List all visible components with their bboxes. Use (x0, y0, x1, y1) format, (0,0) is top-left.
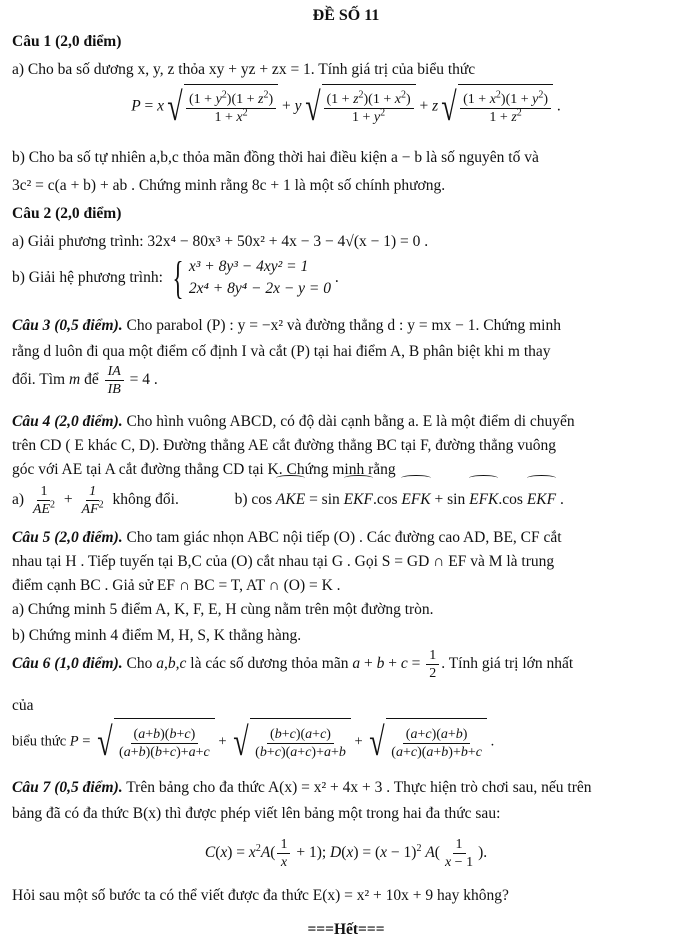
q2-b-system: b) Giải hệ phương trình: { x³ + 8y³ − 4xy² = 1 2x⁴ + 8y⁴ − 2x − y = 0 . (12, 252, 339, 304)
q6-line2: của (12, 697, 34, 714)
q1-a-text: a) Cho ba số dương x, y, z thỏa xy + yz + zx = 1. Tính giá trị của biểu thức (12, 61, 476, 78)
q7-line1: Câu 7 (0,5 điểm). Trên bảng cho đa thức A(x) = x² + 4x + 3 . Thực hiện trò chơi sau, nếu trên (12, 779, 592, 796)
q4-line3: góc với AE tại A cắt đường thẳng CD tại K. Chứng minh rằng (12, 461, 396, 478)
q4-line2: trên CD ( E khác C, D). Đường thẳng AE cắt đường thẳng BC tại F, đường thẳng vuông (12, 437, 557, 454)
q1-b-line2: 3c² = c(a + b) + ab . Chứng minh rằng 8c + 1 là một số chính phương. (12, 177, 446, 194)
q1-heading: Câu 1 (2,0 điểm) (12, 33, 122, 50)
q7-line2: bảng đã có đa thức B(x) thì được phép viết lên bảng một trong hai đa thức sau: (12, 805, 501, 822)
q5-b-text: b) Chứng minh 4 điểm M, H, S, K thẳng hàng. (12, 627, 302, 644)
q6-line1: Câu 6 (1,0 điểm). Cho a,b,c là các số dương thỏa mãn a + b + c = $\frac{1}{2}$ . Tính giá trị lớn nhất (12, 647, 574, 681)
q2-b-eq2: 2x⁴ + 8y⁴ − 2x − y = 0 (188, 280, 332, 298)
q4-line1: Câu 4 (2,0 điểm). Cho hình vuông ABCD, có độ dài cạnh bằng a. E là một điểm di chuyển (12, 413, 575, 430)
q2-heading: Câu 2 (2,0 điểm) (12, 205, 122, 222)
q2-b-eq1: x³ + 8y³ − 4xy² = 1 (188, 258, 309, 276)
footer-end: ===Hết=== (307, 921, 385, 938)
q5-line3: điểm cạnh BC . Giả sử EF ∩ BC = T, AT ∩ (O) = K . (12, 577, 341, 594)
q6-line3: biểu thức P = √ $\frac{(a+b)(b+c)}{(a+b)(b+c)+a+c}$ + √ $\frac{(b+c)(a+c)}{(b+c)(a+c)+a+b}$ + √ $\frac{(a+c)(a+b)}{(a+c)(a+b)+b+c}$ . (12, 719, 495, 764)
q3-line3: đổi. Tìm m để $\frac{IA}{IB}$ = 4 . (12, 363, 158, 397)
q7-line3: Hỏi sau một số bước ta có thể viết được đa thức E(x) = x² + 10x + 9 hay không? (12, 887, 509, 904)
q7-formula: $C(x) = x^2A$( $\frac{1}{x}$ + 1); $D(x) = (x - 1)^2$ A( $\frac{1}{x - 1}$ ). (204, 836, 488, 870)
q5-a-text: a) Chứng minh 5 điểm A, K, F, E, H cùng nằm trên một đường tròn. (12, 601, 434, 618)
exam-title: ĐỀ SỐ 11 (312, 7, 380, 24)
q2-a-text: a) Giải phương trình: 32x⁴ − 80x³ + 50x² + 4x − 3 − 4√(x − 1) = 0 . (12, 233, 429, 250)
q1-b-line1: b) Cho ba số tự nhiên a,b,c thỏa mãn đồng thời hai điều kiện a − b là số nguyên tố và (12, 149, 539, 166)
q1-a-formula: P = x √ $\frac{(1 + y^2)(1 + z^2)}{1 + x^2}$ + y √ $\frac{(1 + z^2)(1 + x^2)}{1 + y^2}$ + z √ $\frac{(1 + x^2)(1 + y^2)}{1 + z^2}$ . (131, 84, 561, 129)
q3-line1: Câu 3 (0,5 điểm). Cho parabol (P) : y = −x² và đường thẳng d : y = mx − 1. Chứng minh (12, 317, 561, 334)
q4-ab: a) $\frac{1}{AE^2}$ + $\frac{1}{AF^2}$ không đổi. b) cos AKE = sin EKF.cos EFK + sin EFK.cos EKF . (12, 478, 682, 522)
q5-line2: nhau tại H . Tiếp tuyến tại B,C của (O) cắt nhau tại G . Gọi S = GD ∩ EF và M là trung (12, 553, 555, 570)
q5-line1: Câu 5 (2,0 điểm). Cho tam giác nhọn ABC nội tiếp (O) . Các đường cao AD, BE, CF cắt (12, 529, 562, 546)
q3-line2: rằng d luôn đi qua một điểm cố định I và cắt (P) tại hai điểm A, B phân biệt khi m thay (12, 343, 551, 360)
q2-b-label: b) Giải hệ phương trình: (12, 269, 163, 286)
